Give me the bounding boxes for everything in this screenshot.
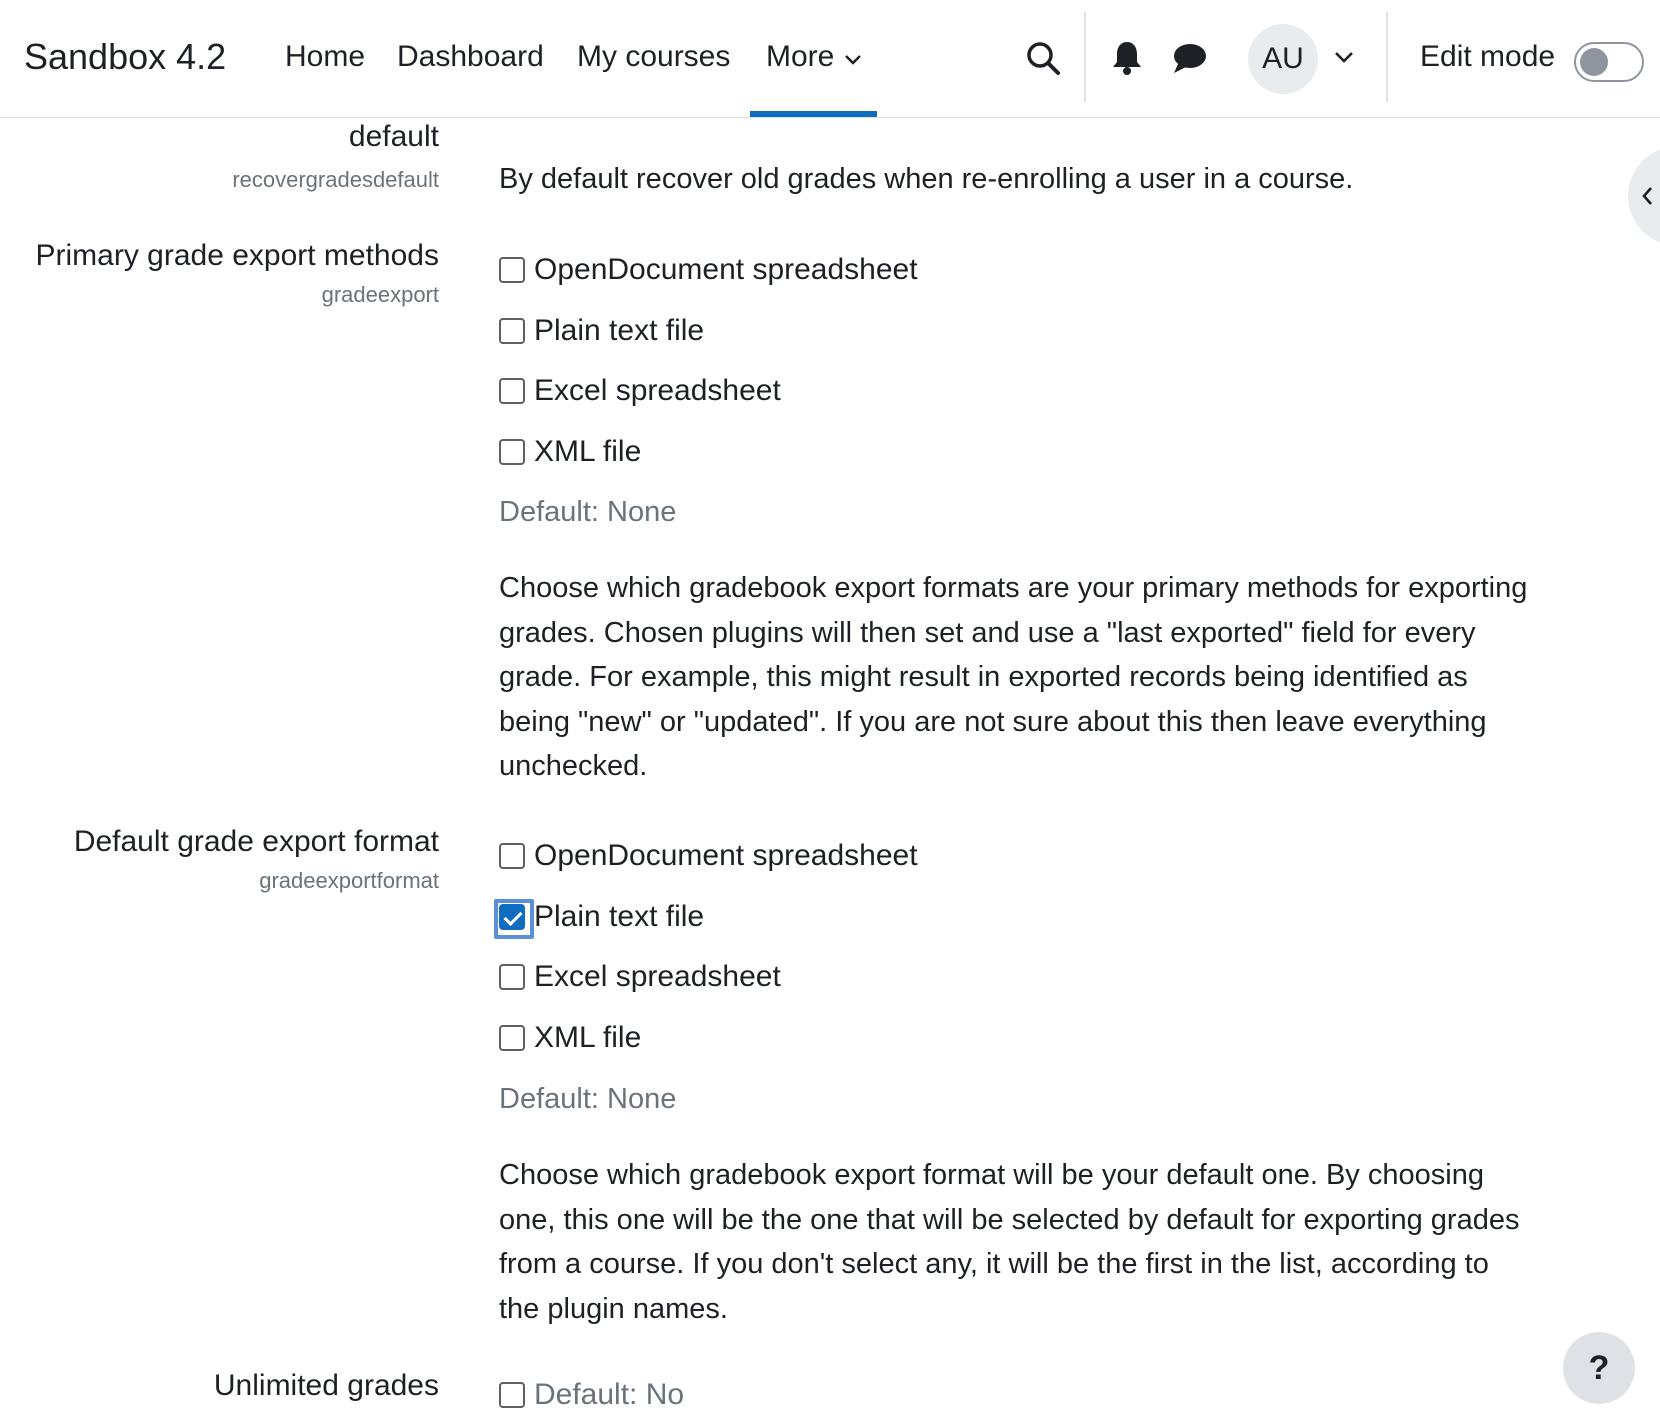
checkbox-label: OpenDocument spreadsheet bbox=[534, 253, 918, 286]
checkbox-label: Excel spreadsheet bbox=[534, 374, 781, 407]
checkbox-row[interactable] bbox=[499, 836, 918, 876]
checkbox[interactable] bbox=[499, 257, 525, 283]
checkbox-row[interactable] bbox=[499, 371, 781, 411]
chat-icon[interactable] bbox=[1172, 42, 1208, 79]
toggle-knob bbox=[1580, 48, 1608, 76]
checkbox-row[interactable] bbox=[499, 897, 704, 937]
setting-key: gradeexport bbox=[321, 282, 439, 307]
default-value-text: Default: None bbox=[499, 496, 677, 528]
checkbox[interactable] bbox=[499, 318, 525, 344]
setting-key: gradeexportformat bbox=[259, 868, 439, 893]
checkbox-label: XML file bbox=[534, 1021, 642, 1054]
nav-dashboard[interactable]: Dashboard bbox=[397, 40, 544, 73]
chevron-left-icon[interactable] bbox=[1641, 186, 1653, 211]
checkbox[interactable] bbox=[499, 1025, 525, 1051]
checkbox-label: Plain text file bbox=[534, 314, 705, 347]
setting-label-gradeexportformat bbox=[0, 820, 439, 898]
checkbox[interactable] bbox=[499, 843, 525, 869]
setting-label-text: Primary grade export methods bbox=[35, 239, 439, 272]
setting-label-unlimited bbox=[0, 1364, 439, 1408]
checkbox[interactable] bbox=[499, 378, 525, 404]
focus-ring bbox=[494, 899, 534, 939]
checkbox-checked[interactable] bbox=[499, 904, 525, 930]
checkbox-label: XML file bbox=[534, 435, 642, 468]
edit-mode-toggle[interactable] bbox=[1574, 42, 1644, 82]
setting-label-text: default bbox=[348, 120, 439, 153]
checkbox[interactable] bbox=[499, 439, 525, 465]
default-value-text: Default: None bbox=[499, 1083, 677, 1115]
setting-label-recover bbox=[0, 115, 439, 197]
bell-icon[interactable] bbox=[1110, 40, 1144, 81]
setting-label-gradeexport bbox=[0, 234, 439, 312]
user-menu-chevron-down-icon[interactable] bbox=[1333, 50, 1355, 69]
setting-description: Choose which gradebook export formats are your primary methods for exporting grades. Chosen plugins will then set and use a "last exported" field for every grade. For example, this might result in exported records being identified as being "new" or "updated". If you are not sure about this then leave everything unchecked. bbox=[499, 572, 1528, 782]
help-button[interactable]: ? bbox=[1563, 1332, 1635, 1404]
chevron-down-icon bbox=[844, 40, 862, 74]
setting-label-text: Default grade export format bbox=[73, 825, 439, 858]
active-tab-indicator bbox=[750, 111, 877, 117]
nav-more-label: More bbox=[766, 40, 835, 73]
checkbox-row[interactable] bbox=[499, 432, 641, 472]
nav-my-courses[interactable]: My courses bbox=[577, 40, 731, 73]
checkbox-row[interactable] bbox=[499, 957, 781, 997]
edit-mode-label: Edit mode bbox=[1420, 40, 1556, 73]
top-navbar bbox=[0, 0, 1660, 118]
checkbox-label: Excel spreadsheet bbox=[534, 960, 781, 993]
navbar-divider bbox=[1386, 12, 1388, 102]
site-brand[interactable]: Sandbox 4.2 bbox=[24, 36, 227, 77]
checkbox[interactable] bbox=[499, 964, 525, 990]
avatar[interactable]: AU bbox=[1248, 24, 1318, 94]
checkbox-row[interactable] bbox=[499, 311, 704, 351]
nav-more[interactable] bbox=[766, 40, 862, 74]
checkbox-row[interactable] bbox=[499, 250, 918, 290]
default-value-text: Default: No bbox=[534, 1378, 685, 1410]
setting-description: By default recover old grades when re-enrolling a user in a course. bbox=[499, 163, 1354, 195]
setting-description: Choose which gradebook export format will be your default one. By choosing one, this one will be the one that will be selected by default for exporting grades from a course. If you don't select any, it will be the first in the list, according to the plugin names. bbox=[499, 1159, 1520, 1325]
navbar-divider bbox=[1084, 12, 1086, 102]
nav-home[interactable]: Home bbox=[285, 40, 366, 73]
checkbox[interactable] bbox=[499, 1382, 525, 1408]
setting-key: recovergradesdefault bbox=[232, 167, 439, 192]
search-icon[interactable] bbox=[1025, 40, 1061, 81]
checkbox-label: Plain text file bbox=[534, 900, 705, 933]
checkbox-row[interactable] bbox=[499, 1375, 684, 1410]
setting-label-text: Unlimited grades bbox=[213, 1369, 439, 1402]
checkbox-row[interactable] bbox=[499, 1018, 641, 1058]
checkbox-label: OpenDocument spreadsheet bbox=[534, 839, 918, 872]
